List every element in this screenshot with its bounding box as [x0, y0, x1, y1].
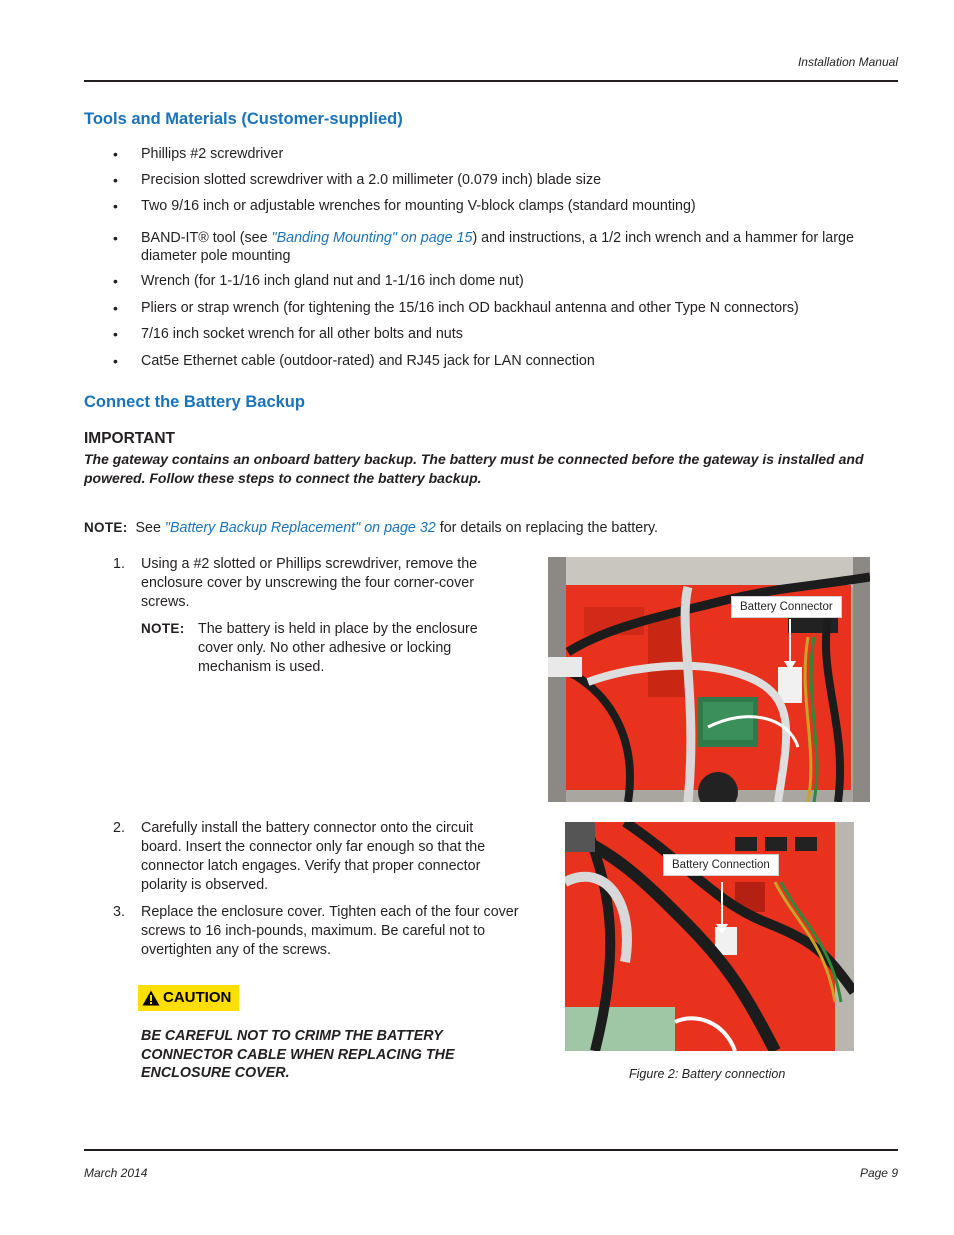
- step-1-note-text: The battery is held in place by the enclosure cover only. No other adhesive or locking mechanism is used.: [198, 621, 478, 675]
- list-item: Precision slotted screwdriver with a 2.0 millimeter (0.079 inch) blade size: [141, 172, 602, 188]
- bullet: •: [113, 326, 118, 342]
- step-1-text: Using a #2 slotted or Phillips screwdriver, remove the enclosure cover by unscrewing the four corner-cover screws.: [141, 556, 478, 610]
- list-item: 7/16 inch socket wrench for all other bolts and nuts: [141, 326, 463, 342]
- warning-icon: [142, 990, 160, 1006]
- running-header: Installation Manual: [797, 55, 898, 69]
- bullet: •: [113, 353, 118, 369]
- bullet: •: [113, 198, 118, 214]
- step-1-note-label: NOTE:: [141, 621, 185, 636]
- footer-date: March 2014: [84, 1166, 148, 1180]
- figure-caption: Figure 2: Battery connection: [629, 1067, 786, 1081]
- important-label: IMPORTANT: [84, 430, 175, 447]
- bullet: •: [113, 146, 118, 162]
- step-3-text: Replace the enclosure cover. Tighten each of the four cover screws to 16 inch-pounds, maximum. Be careful not to overtighten any of the screws.: [141, 904, 519, 958]
- photo-2-callout: Battery Connection: [663, 854, 779, 876]
- list-item: Phillips #2 screwdriver: [141, 146, 284, 162]
- battery-replacement-link[interactable]: "Battery Backup Replacement" on page 32: [164, 520, 436, 536]
- bullet: •: [113, 230, 118, 246]
- footer-rule: [84, 1149, 898, 1151]
- tools-heading: Tools and Materials (Customer-supplied): [84, 110, 403, 128]
- note-text: See: [135, 520, 165, 536]
- list-item: [141, 229, 866, 265]
- note: [84, 520, 658, 536]
- step-number: 3.: [113, 904, 125, 920]
- photo-1-graphic: [548, 557, 870, 802]
- bullet: •: [113, 172, 118, 188]
- bullet: •: [113, 273, 118, 289]
- list-item: Two 9/16 inch or adjustable wrenches for mounting V-block clamps (standard mounting): [141, 198, 696, 214]
- important-text: The gateway contains an onboard battery backup. The battery must be connected before the gateway is installed and powered. Follow these steps to connect the battery backup.: [84, 451, 864, 486]
- note-text: for details on replacing the battery.: [435, 520, 659, 536]
- note-label: NOTE:: [84, 520, 128, 535]
- list-item: Pliers or strap wrench (for tightening the 15/16 inch OD backhaul antenna and other Type N connectors): [141, 300, 799, 316]
- battery-heading: Connect the Battery Backup: [84, 393, 305, 411]
- battery-connector-photo: [548, 557, 870, 802]
- list-item: Cat5e Ethernet cable (outdoor-rated) and RJ45 jack for LAN connection: [141, 353, 595, 369]
- page-number: Page 9: [859, 1166, 898, 1180]
- caution-badge: [138, 985, 239, 1011]
- header-rule: [84, 80, 898, 82]
- list-item-text: BAND-IT® tool (see: [141, 230, 272, 246]
- bullet: •: [113, 300, 118, 316]
- battery-connection-photo: [565, 822, 854, 1051]
- step-2-text: Carefully install the battery connector onto the circuit board. Insert the connector only far enough so that the connector latch engages. Verify that proper connector polarity is observed.: [141, 820, 486, 893]
- list-item-text: ) and instructions, a 1/2 inch wrench and a hammer for large diameter pole mounting: [141, 230, 854, 264]
- caution-text: BE CAREFUL NOT TO CRIMP THE BATTERY CONNECTOR CABLE WHEN REPLACING THE ENCLOSURE COVER.: [141, 1028, 455, 1081]
- step-number: 2.: [113, 820, 125, 836]
- list-item: Wrench (for 1-1/16 inch gland nut and 1-1/16 inch dome nut): [141, 273, 524, 289]
- banding-mounting-link[interactable]: "Banding Mounting" on page 15: [271, 230, 473, 246]
- photo-1-callout: Battery Connector: [731, 596, 842, 618]
- caution-label: CAUTION: [163, 989, 232, 1006]
- step-number: 1.: [113, 556, 125, 572]
